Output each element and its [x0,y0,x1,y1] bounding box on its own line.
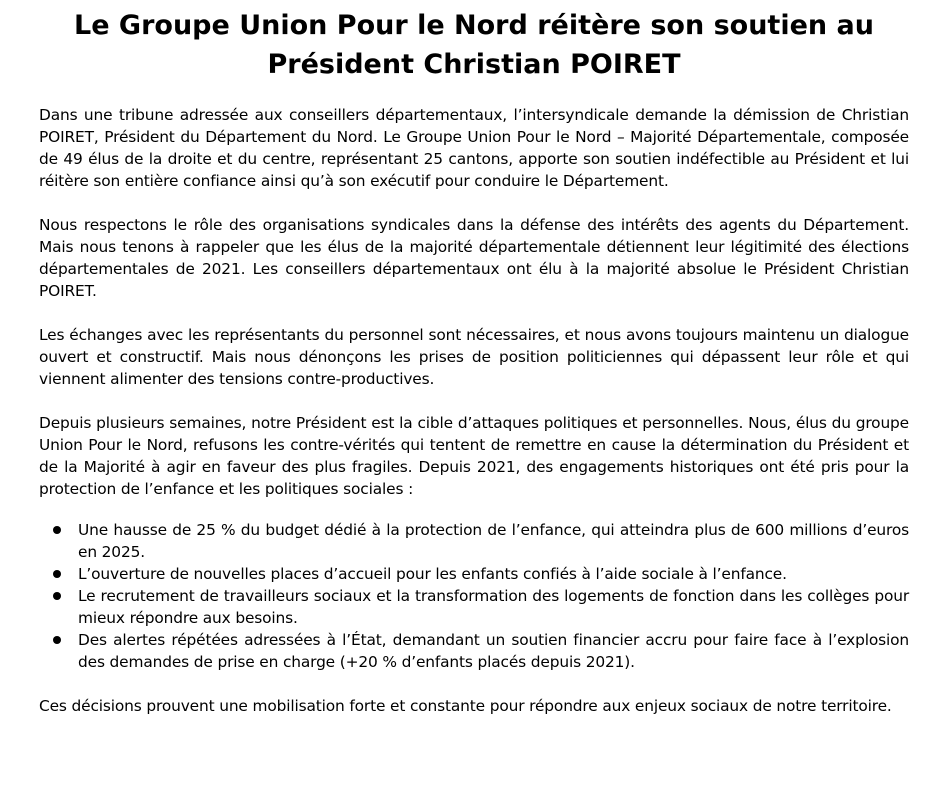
document [39,0,909,717]
bullet-icon [53,636,61,644]
paragraph-closing: Ces décisions prouvent une mobilisation forte et constante pour répondre aux enjeux sociaux de notre territoire. [39,697,892,715]
title-line-1: Le Groupe Union Pour le Nord réitère son soutien au [74,10,874,41]
paragraph-intro: Dans une tribune adressée aux conseillers départementaux, l’intersyndicale demande la démission de Christian POIRET, Président du Département du Nord. Le Groupe Union Pour le Nord – Majorité Départementale, composée de 49 élus de la droite et du centre, représentant 25 cantons, apporte son soutien indéfectible au Président et lui réitère son entière confiance ainsi qu’à son exécutif pour conduire le Département. [39,106,909,190]
bullet-icon [53,592,61,600]
list-item-text: Le recrutement de travailleurs sociaux et la transformation des logements de fonction dans les collèges pour mieux répondre aux besoins. [78,587,909,627]
list-item-text: Une hausse de 25 % du budget dédié à la protection de l’enfance, qui atteindra plus de 600 millions d’euros en 2025. [78,521,909,561]
paragraph-dialogue: Les échanges avec les représentants du personnel sont nécessaires, et nous avons toujours maintenu un dialogue ouvert et constructif. Mais nous dénonçons les prises de position politiciennes qui dépassent leur rôle et qui viennent alimenter des tensions contre-productives. [39,326,909,388]
paragraph-attacks: Depuis plusieurs semaines, notre Président est la cible d’attaques politiques et personnelles. Nous, élus du groupe Union Pour le Nord, refusons les contre-vérités qui tentent de remettre en cause la détermination du Président et de la Majorité à agir en faveur des plus fragiles. Depuis 2021, des engagements historiques ont été pris pour la protection de l’enfance et les politiques sociales : [39,414,909,498]
paragraph-role-of-unions: Nous respectons le rôle des organisations syndicales dans la défense des intérêts des agents du Département. Mais nous tenons à rappeler que les élus de la majorité départementale détiennent leur légitimité des élections départementales de 2021. Les conseillers départementaux ont élu à la majorité absolue le Président Christian POIRET. [39,216,909,300]
document-body [39,104,909,717]
document-title [39,6,909,84]
list-item [39,563,909,585]
list-item-text: Des alertes répétées adressées à l’État, demandant un soutien financier accru pour faire face à l’explosion des demandes de prise en charge (+20 % d’enfants placés depuis 2021). [78,631,909,671]
list-item-text: L’ouverture de nouvelles places d’accueil pour les enfants confiés à l’aide sociale à l’enfance. [78,565,787,583]
list-item [39,519,909,563]
bullet-icon [53,570,61,578]
commitments-list [39,519,909,673]
list-item [39,585,909,629]
list-item [39,629,909,673]
bullet-icon [53,526,61,534]
title-line-2: Président Christian POIRET [267,49,681,80]
